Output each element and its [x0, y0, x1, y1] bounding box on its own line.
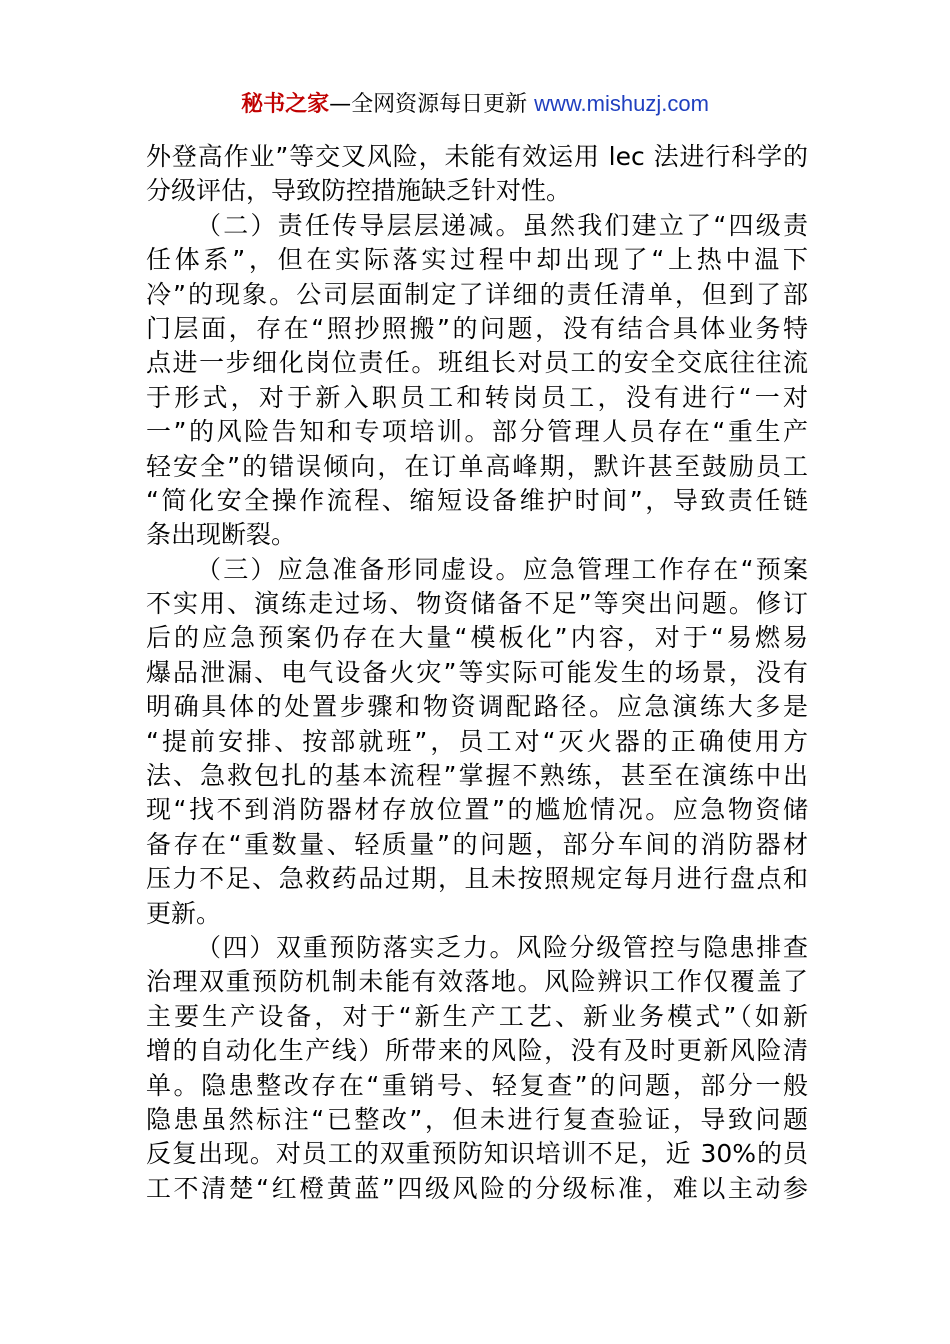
text-line: 任体系”，但在实际落实过程中却出现了“上热中温下 [146, 245, 808, 275]
text-line: 反复出现。对员工的双重预防知识培训不足，近 30%的员 [146, 1139, 808, 1169]
brand-name: 秘书之家 [241, 92, 330, 117]
text-line: 主要生产设备，对于“新生产工艺、新业务模式”（如新 [146, 1001, 808, 1031]
text-line: “简化安全操作流程、缩短设备维护时间”，导致责任链 [146, 485, 808, 515]
text-line: 明确具体的处置步骤和物资调配路径。应急演练大多是 [146, 692, 808, 722]
text-line: 轻安全”的错误倾向，在订单高峰期，默许甚至鼓励员工 [146, 451, 808, 481]
site-header [0, 88, 950, 121]
text-line: 于形式，对于新入职员工和转岗员工，没有进行“一对 [146, 382, 808, 412]
site-url-link[interactable]: www.mishuzj.com [534, 91, 709, 116]
header-tagline: —全网资源每日更新 [329, 92, 535, 117]
text-line: 门层面，存在“照抄照搬”的问题，没有结合具体业务特 [146, 313, 808, 343]
text-line: 条出现断裂。 [146, 520, 297, 550]
text-line: 治理双重预防机制未能有效落地。风险辨识工作仅覆盖了 [146, 967, 808, 997]
text-line: 单。隐患整改存在“重销号、轻复查”的问题，部分一般 [146, 1070, 808, 1100]
text-line: 工不清楚“红橙黄蓝”四级风险的分级标准，难以主动参 [146, 1173, 808, 1203]
text-line: 不实用、演练走过场、物资储备不足”等突出问题。修订 [146, 589, 808, 619]
text-line: 外登高作业”等交叉风险，未能有效运用 lec 法进行科学的 [146, 142, 808, 171]
section-heading-line: （三）应急准备形同虚设。应急管理工作存在“预案 [196, 554, 808, 584]
text-line: “提前安排、按部就班”，员工对“灭火器的正确使用方 [146, 726, 808, 756]
document-body [146, 140, 808, 1206]
text-line: 法、急救包扎的基本流程”掌握不熟练，甚至在演练中出 [146, 761, 808, 791]
text-line: 更新。 [146, 898, 222, 928]
section-heading-line: （四）双重预防落实乏力。风险分级管控与隐患排查 [196, 932, 808, 962]
text-line: 备存在“重数量、轻质量”的问题，部分车间的消防器材 [146, 829, 808, 859]
text-line: 后的应急预案仍存在大量“模板化”内容，对于“易燃易 [146, 623, 808, 653]
text-line: 隐患虽然标注“已整改”，但未进行复查验证，导致问题 [146, 1104, 808, 1134]
text-line: 爆品泄漏、电气设备火灾”等实际可能发生的场景，没有 [146, 657, 808, 687]
section-heading-line: （二）责任传导层层递减。虽然我们建立了“四级责 [196, 210, 808, 240]
text-line: 点进一步细化岗位责任。班组长对员工的安全交底往往流 [146, 348, 808, 378]
text-line: 冷”的现象。公司层面制定了详细的责任清单，但到了部 [146, 279, 808, 309]
text-line: 压力不足、急救药品过期，且未按照规定每月进行盘点和 [146, 864, 808, 894]
text-line: 分级评估，导致防控措施缺乏针对性。 [146, 176, 572, 206]
text-line: 增的自动化生产线）所带来的风险，没有及时更新风险清 [146, 1036, 808, 1066]
text-line: 一”的风险告知和专项培训。部分管理人员存在“重生产 [146, 417, 808, 447]
text-line: 现“找不到消防器材存放位置”的尴尬情况。应急物资储 [146, 795, 808, 825]
